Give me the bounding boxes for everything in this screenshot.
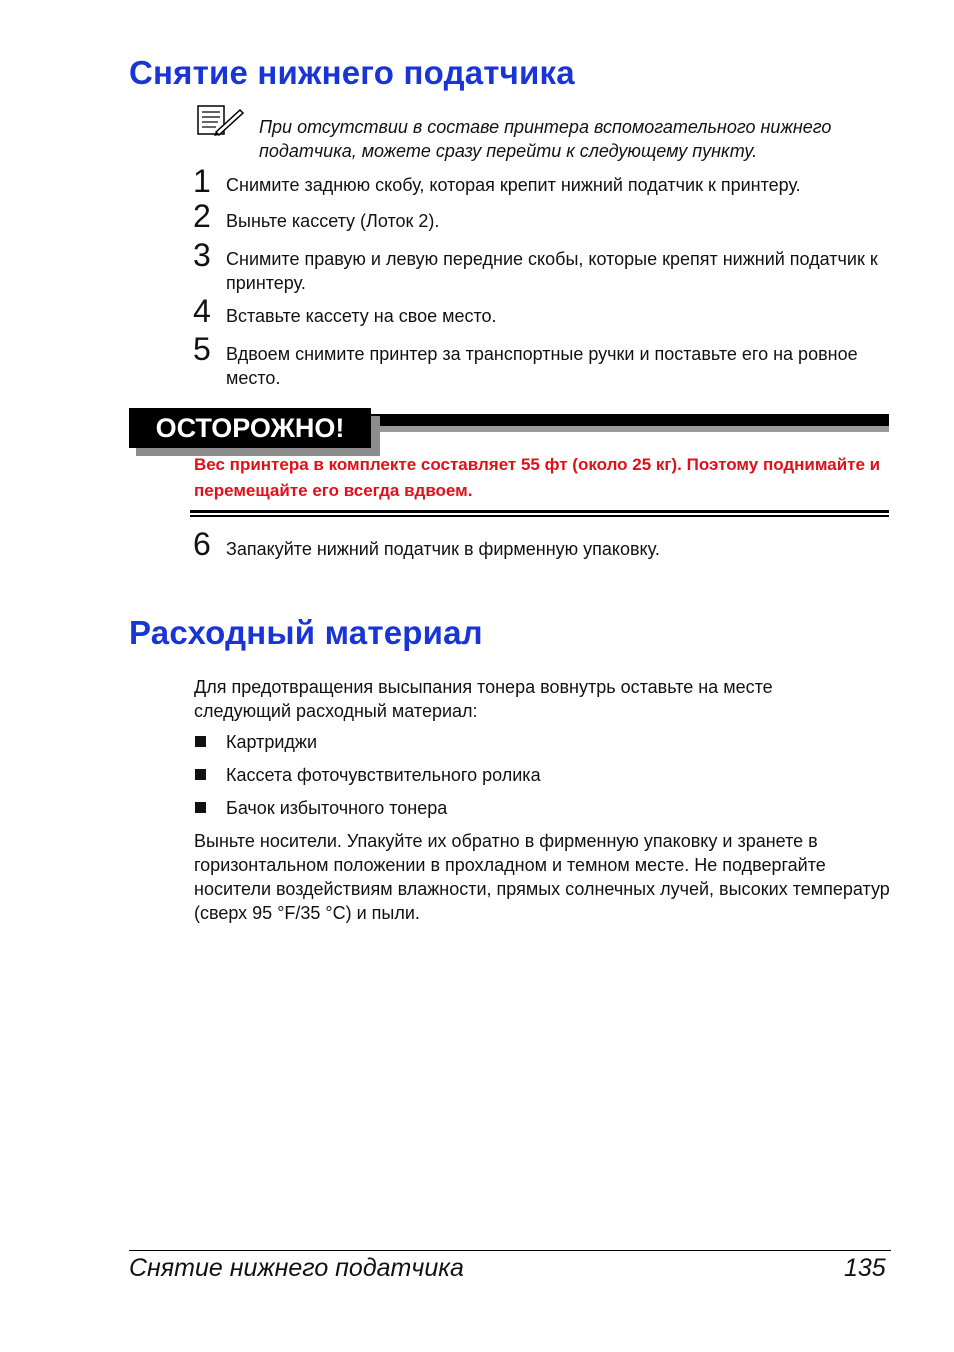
consumables-outro: Выньте носители. Упакуйте их обратно в фирменную упаковку и зранете в горизонтальном положении в прохладном и темном месте. Не подвергайте носители воздействиям влажности, прямых солнечных лучей, высоких температур (сверх 95 °F/35 °C) и пыли. [194, 831, 890, 923]
step-4-text: Вставьте кассету на свое место. [226, 306, 497, 326]
bullet-item-3: Бачок избыточного тонера [226, 798, 448, 818]
step-4-number: 4 [193, 293, 211, 329]
step-1-number: 1 [193, 163, 211, 199]
step-3-text: Снимите правую и левую передние скобы, которые крепят нижний податчик к принтеру. [226, 249, 878, 293]
step-2-number: 2 [193, 198, 211, 234]
caution-rule-bottom-thin [190, 515, 889, 517]
page-number: 135 [844, 1254, 886, 1282]
step-6-text: Запакуйте нижний податчик в фирменную упаковку. [226, 539, 660, 559]
square-bullet-icon [195, 769, 206, 780]
note-text: При отсутствии в составе принтера вспомогательного нижнего податчика, можете сразу перейти к следующему пункту. [259, 117, 832, 161]
note-pencil-icon [196, 104, 244, 136]
footer-rule [129, 1250, 891, 1251]
step-3-number: 3 [193, 237, 211, 273]
caution-text: Вес принтера в комплекте составляет 55 фт (около 25 кг). Поэтому поднимайте и перемещайте его всегда вдвоем. [194, 455, 881, 500]
footer-title: Снятие нижнего податчика [129, 1254, 464, 1282]
caution-rule-bottom [190, 510, 889, 513]
caution-label: ОСТОРОЖНО! [155, 413, 345, 443]
section-title-lower-feeder: Снятие нижнего податчика [129, 54, 575, 91]
section-title-consumables: Расходный материал [129, 614, 483, 651]
square-bullet-icon [195, 736, 206, 747]
consumables-intro: Для предотвращения высыпания тонера вовнутрь оставьте на месте следующий расходный материал: [194, 677, 773, 721]
step-5-number: 5 [193, 331, 211, 367]
bullet-item-1: Картриджи [226, 732, 318, 752]
step-5-text: Вдвоем снимите принтер за транспортные ручки и поставьте его на ровное место. [226, 344, 858, 388]
square-bullet-icon [195, 802, 206, 813]
step-2-text: Выньте кассету (Лоток 2). [226, 211, 440, 231]
bullet-item-2: Кассета фоточувствительного ролика [226, 765, 541, 785]
step-6-number: 6 [193, 526, 211, 562]
step-1-text: Снимите заднюю скобу, которая крепит нижний податчик к принтеру. [226, 175, 801, 195]
